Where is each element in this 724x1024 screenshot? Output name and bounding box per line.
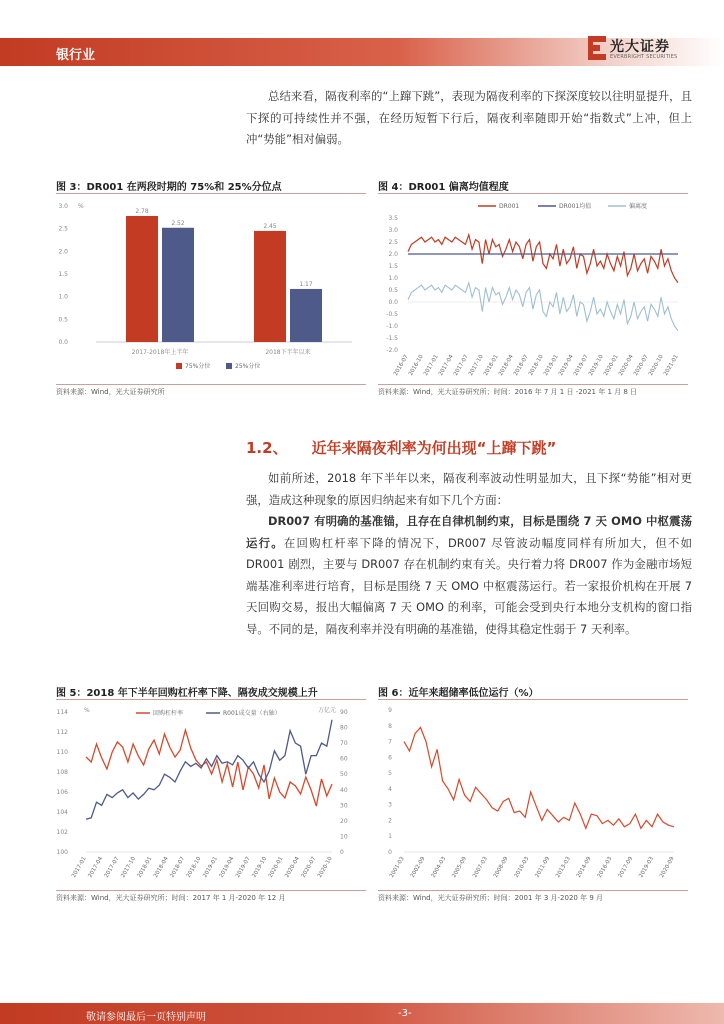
- fig6-y-tick-label: 2: [388, 817, 392, 825]
- fig5-legend-label: 回购杠杆率: [153, 710, 184, 717]
- fig4-y-tick-label: 3.0: [388, 227, 398, 234]
- fig3-category-label: 2017-2018年上半年: [131, 349, 189, 356]
- fig6-title: 图 6：近年来超储率低位运行（%）: [378, 688, 539, 699]
- fig5-right-tick-label: 20: [340, 817, 348, 825]
- fig6-x-tick-label: 2010-03: [513, 856, 531, 879]
- fig3-y-tick-label: 1.0: [58, 293, 68, 301]
- fig6-y-tick-label: 1: [388, 833, 392, 841]
- fig4-x-tick-label: 2020-07: [633, 354, 650, 377]
- fig5-right-tick-label: 50: [340, 771, 348, 779]
- fig4-chart: [378, 196, 688, 382]
- fig6-x-tick-label: 2008-09: [492, 856, 510, 879]
- fig5-right-tick-label: 30: [340, 802, 348, 810]
- fig5-x-tick-label: 2018-01: [136, 856, 154, 879]
- footer-disclaimer: 敬请参阅最后一页特别声明: [86, 1012, 206, 1023]
- section-heading: [246, 437, 556, 458]
- fig5-x-tick-label: 2020-04: [284, 856, 301, 879]
- body-paragraph-1: 如前所述，2018 年下半年以来，隔夜利率波动性明显加大，且下探“势能”相对更强，造成这种现象的原因归纳起来有如下几个方面：: [246, 471, 692, 507]
- fig6-x-tick-label: 2017-09: [617, 856, 635, 879]
- fig4-top-rule: [378, 193, 688, 194]
- page-number: -3-: [398, 1008, 412, 1019]
- fig4-x-tick-label: 2020-10: [648, 354, 665, 377]
- intro-paragraph: [246, 86, 692, 151]
- fig4-legend-label: DR001均值: [559, 203, 592, 210]
- fig3-title: 图 3：DR001 在两段时期的 75%和 25%分位点: [56, 182, 282, 193]
- fig4-x-tick-label: 2018-07: [513, 354, 530, 377]
- fig5-right-tick-label: 40: [340, 786, 348, 794]
- fig5-x-tick-label: 2020-10: [317, 856, 334, 879]
- fig5-left-tick-label: 106: [56, 789, 68, 796]
- fig6-x-tick-label: 2016-03: [596, 856, 614, 879]
- fig4-bottom-rule: [378, 384, 688, 385]
- fig4-x-tick-label: 2019-01: [543, 354, 560, 377]
- fig5-chart: [56, 702, 366, 888]
- body-paragraph-2-rest: 在回购杠杆率下降的情况下，DR007 尽管波动幅度同样有所加大，但不如 DR001 剧烈，主要与 DR007 存在机制约束有关。央行着力将 DR007 作为金融市场短端基准利率进行培育，目标是围绕 7 天 OMO 中枢震荡运行。若一家报价机构在开展 7 天回购交易，报出大幅偏离 7 天 OMO 的利率，可能会受到央行本地分支机构的窗口指导。不同的是，隔夜利率并没有明确的基准锚，使得其稳定性弱于 7 天利率。: [246, 535, 692, 636]
- fig5-left-unit: %: [84, 707, 90, 714]
- fig3-legend-swatch: [226, 363, 232, 369]
- fig5-x-tick-label: 2019-01: [202, 856, 219, 879]
- fig6-x-tick-label: 2002-09: [409, 856, 427, 879]
- fig3-y-tick-label: 1.5: [58, 271, 68, 278]
- fig3-category-label: 2018下半年以来: [265, 349, 311, 356]
- fig4-y-tick-label: -2.0: [386, 347, 398, 354]
- fig5-bottom-rule: [56, 890, 366, 891]
- body-paragraph-2-lead: DR007 有明确的基准锚，且存在自律机制约束，目标是围绕 7 天 OMO 中枢震荡运行。: [246, 514, 692, 550]
- fig5-right-unit: 万亿元: [318, 707, 337, 714]
- fig4-y-tick-label: 2.0: [388, 251, 398, 258]
- fig6-x-tick-label: 2011-09: [534, 856, 552, 879]
- fig5-right-tick-label: 70: [340, 740, 348, 748]
- body-paragraph-2: [246, 511, 692, 640]
- fig6-y-tick-label: 9: [388, 707, 392, 714]
- fig3-y-tick-label: 2.5: [58, 225, 68, 233]
- fig5-left-tick-label: 104: [56, 809, 68, 816]
- fig3-bar-value-label: 2.52: [171, 219, 185, 227]
- fig5-right-tick-label: 10: [340, 833, 348, 841]
- fig6-line-excess-reserve: [404, 727, 674, 828]
- fig4-x-tick-label: 2020-01: [603, 354, 620, 377]
- fig5-x-tick-label: 2017-10: [120, 856, 137, 879]
- fig4-y-tick-label: -1.0: [386, 323, 398, 330]
- fig5-left-tick-label: 100: [56, 849, 68, 856]
- fig4-legend-label: DR001: [499, 203, 520, 210]
- fig4-y-tick-label: 3.5: [388, 215, 398, 222]
- fig6-x-tick-label: 2019-03: [638, 856, 655, 879]
- fig5-left-tick-label: 112: [56, 729, 68, 736]
- fig3-bar: [126, 216, 158, 342]
- fig6-x-tick-label: 2013-03: [555, 856, 572, 879]
- fig3-bar-value-label: 2.78: [135, 207, 149, 215]
- fig3-y-tick-label: 2.0: [58, 248, 68, 256]
- fig5-x-tick-label: 2019-07: [235, 856, 252, 879]
- fig6-x-tick-label: 2014-09: [575, 856, 593, 879]
- fig5-x-tick-label: 2017-01: [71, 856, 88, 879]
- fig4-x-tick-label: 2017-04: [438, 354, 455, 377]
- body-section: [246, 468, 692, 640]
- fig5-left-tick-label: 108: [56, 769, 68, 776]
- fig4-x-tick-label: 2016-10: [408, 354, 425, 377]
- fig5-x-tick-label: 2017-04: [87, 856, 105, 879]
- fig4-y-tick-label: 2.5: [388, 239, 398, 246]
- fig5-right-tick-label: 80: [340, 724, 348, 732]
- fig5-x-tick-label: 2020-07: [300, 856, 318, 879]
- fig4-x-tick-label: 2017-10: [468, 354, 485, 377]
- fig4-x-tick-label: 2017-07: [453, 354, 470, 377]
- fig3-bottom-rule: [56, 384, 366, 385]
- fig6-x-tick-label: 2020-09: [659, 856, 676, 879]
- fig6-y-tick-label: 0: [388, 849, 392, 856]
- fig4-y-tick-label: 1.0: [388, 275, 398, 282]
- fig5-top-rule: [56, 699, 366, 700]
- fig3-legend-label: 25%分位: [235, 363, 261, 370]
- fig6-y-tick-label: 4: [388, 785, 392, 793]
- fig4-y-tick-label: 0.5: [388, 287, 398, 294]
- fig6-y-tick-label: 6: [388, 754, 392, 762]
- fig6-y-tick-label: 8: [388, 722, 392, 730]
- fig6-top-rule: [378, 699, 688, 700]
- industry-label: 银行业: [56, 48, 96, 63]
- section-number: 1.2、: [246, 439, 288, 457]
- fig3-bar: [254, 231, 286, 342]
- intro-text: 总结来看，隔夜利率的“上蹿下跳”，表现为隔夜利率的下探深度较以往明显提升，且下探的可持续性并不强，在经历短暂下行后，隔夜利率随即开始“指数式”上冲，但上冲“势能”相对偏弱。: [246, 89, 692, 146]
- fig5-title: 图 5：2018 年下半年回购杠杆率下降、隔夜成交规模上升: [56, 688, 318, 699]
- fig5-left-tick-label: 110: [56, 749, 68, 756]
- fig6-x-tick-label: 2001-03: [389, 856, 406, 879]
- fig3-chart: [56, 196, 366, 382]
- fig5-left-tick-label: 114: [56, 709, 68, 716]
- fig3-legend-swatch: [176, 363, 182, 369]
- fig6-y-tick-label: 7: [388, 738, 392, 746]
- fig3-legend-label: 75%分位: [185, 363, 211, 370]
- fig4-x-tick-label: 2021-01: [663, 354, 680, 377]
- fig6-y-tick-label: 5: [388, 770, 392, 778]
- fig5-source: 资料来源：Wind，光大证券研究所；时间：2017 年 1 月-2020 年 12 月: [56, 894, 286, 902]
- fig4-y-tick-label: 1.5: [388, 263, 398, 270]
- fig5-left-tick-label: 102: [56, 829, 68, 836]
- fig3-bar: [162, 228, 194, 342]
- logo-mark-icon: [588, 36, 606, 62]
- fig4-y-tick-label: 0.0: [388, 299, 398, 306]
- fig5-x-tick-label: 2018-04: [153, 856, 170, 879]
- fig4-line-dr001: [408, 235, 678, 283]
- fig4-y-tick-label: -0.5: [386, 311, 398, 318]
- fig5-x-tick-label: 2017-07: [103, 856, 121, 879]
- fig4-x-tick-label: 2018-01: [483, 354, 500, 377]
- fig4-title: 图 4：DR001 偏离均值程度: [378, 182, 509, 193]
- fig5-x-tick-label: 2020-01: [267, 856, 285, 879]
- fig3-y-tick-label: 3.0: [58, 203, 68, 210]
- fig3-top-rule: [56, 193, 366, 194]
- fig6-chart: [378, 702, 688, 888]
- fig6-x-tick-label: 2007-03: [472, 856, 489, 879]
- brand-logo: [588, 34, 688, 64]
- fig3-source: 资料来源：Wind，光大证券研究所: [56, 388, 165, 396]
- fig4-x-tick-label: 2019-07: [573, 354, 590, 377]
- logo-en-text: EVERBRIGHT SECURITIES: [610, 54, 678, 60]
- fig3-bar: [290, 289, 322, 342]
- fig6-bottom-rule: [378, 890, 688, 891]
- fig6-x-tick-label: 2004-03: [430, 856, 448, 879]
- fig4-x-tick-label: 2018-04: [498, 354, 515, 377]
- fig5-x-tick-label: 2019-10: [251, 856, 269, 879]
- fig5-x-tick-label: 2019-04: [218, 856, 236, 879]
- fig3-bar-value-label: 2.45: [263, 222, 277, 230]
- fig4-y-tick-label: -1.5: [386, 335, 398, 342]
- fig6-source: 资料来源：Wind，光大证券研究所；时间：2001 年 3 月-2020 年 9 月: [378, 894, 604, 902]
- fig6-y-tick-label: 3: [388, 801, 392, 809]
- section-title: 近年来隔夜利率为何出现“上蹿下跳”: [311, 439, 557, 457]
- fig5-right-tick-label: 0: [340, 849, 344, 856]
- fig3-y-tick-label: 0.5: [58, 316, 68, 324]
- fig4-x-tick-label: 2017-01: [423, 354, 440, 377]
- fig4-line-deviation: [408, 283, 678, 331]
- fig3-y-unit: %: [78, 203, 84, 210]
- fig4-x-tick-label: 2019-04: [558, 354, 575, 377]
- fig4-x-tick-label: 2016-07: [393, 354, 410, 377]
- fig5-x-tick-label: 2018-07: [169, 856, 187, 879]
- fig4-x-tick-label: 2018-10: [528, 354, 545, 377]
- fig6-x-tick-label: 2005-09: [451, 856, 469, 879]
- fig5-x-tick-label: 2018-10: [185, 856, 203, 879]
- fig4-x-tick-label: 2019-10: [588, 354, 605, 377]
- fig4-legend-label: 偏离度: [629, 203, 648, 210]
- fig4-source: 资料来源：Wind，光大证券研究所；时间：2016 年 7 月 1 日 -2021 年 1 月 8 日: [378, 388, 638, 396]
- fig5-right-tick-label: 60: [340, 755, 348, 763]
- fig4-x-tick-label: 2020-04: [618, 354, 635, 377]
- fig3-y-tick-label: 0.0: [58, 339, 68, 346]
- fig3-bar-value-label: 1.17: [299, 280, 313, 288]
- fig5-legend-label: R001成交量（右轴）: [223, 710, 281, 717]
- logo-cn-text: 光大证券: [610, 39, 670, 55]
- fig5-right-tick-label: 90: [340, 709, 348, 716]
